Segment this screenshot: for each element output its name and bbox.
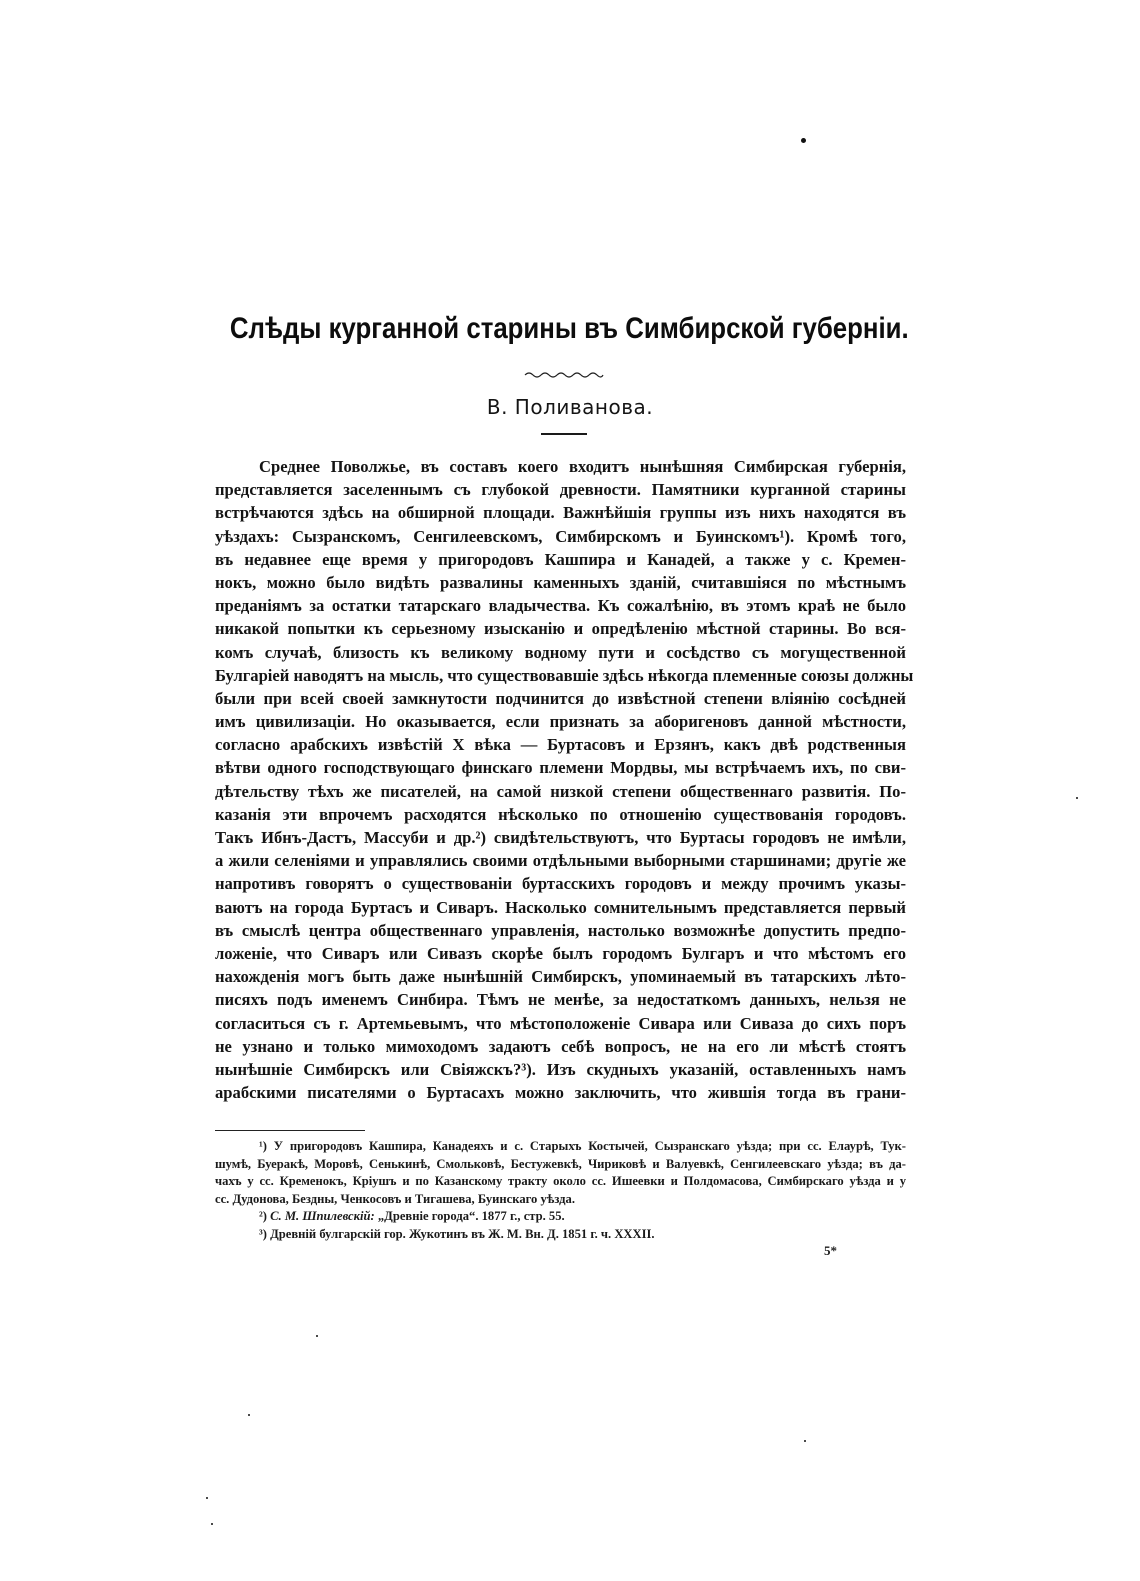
body-line: согласиться съ г. Артемьевымъ, что мѣстоположеніе Сивара или Сиваза до сихъ поръ (215, 1013, 906, 1033)
body-line: напротивъ говорятъ о существованіи буртасскихъ городовъ и между прочимъ указы- (215, 874, 906, 894)
body-line: въ смыслѣ центра общественнаго управленія, настолько возможнѣе допустить предпо- (215, 920, 906, 940)
body-line: казанія эти впрочемъ расходятся нѣсколько по отношенію существованія городовъ. (215, 804, 906, 824)
article-body (215, 455, 914, 1104)
body-line: не узнано и только мимоходомъ задаютъ себѣ вопросъ, не на его ли мѣстѣ стоятъ (215, 1036, 906, 1056)
body-line: Среднее Поволжье, въ составъ коего входитъ нынѣшняя Симбирская губернія, (259, 457, 906, 476)
scan-speck (211, 1523, 213, 1525)
body-line: согласно арабскихъ извѣстій X вѣка — Буртасовъ и Ерзянъ, какъ двѣ родственныя (215, 735, 906, 755)
body-line: арабскими писателями о Буртасахъ можно заключить, что жившія тогда въ грани- (215, 1083, 906, 1103)
article-title: Слѣды курганной старины въ Симбирской губерніи. (229, 312, 909, 345)
footnote-2 (215, 1208, 906, 1226)
body-line: нокъ, можно было видѣть развалины каменныхъ зданій, считавшіяся по мѣстнымъ (215, 572, 906, 592)
scan-speck (804, 1440, 806, 1442)
body-line: дѣтельству тѣхъ же писателей, на самой низкой степени общественнаго развитія. По- (215, 781, 906, 801)
footnote-2-text: „Древніе города“. 1877 г., стр. 55. (377, 1209, 565, 1224)
body-line: а жили селеніями и управлялись своими отдѣльными выборными старшинами; другіе же (215, 851, 906, 871)
body-line: встрѣчаются здѣсь на обширной площади. Важнѣйшія группы изъ нихъ находятся въ (215, 503, 906, 523)
body-line: вѣтви одного господствующаго финскаго племени Мордвы, мы встрѣчаемъ ихъ, по сви- (215, 758, 906, 778)
body-line: въ недавнее еще время у пригородовъ Кашпира и Канадей, а также у с. Кремен- (215, 549, 906, 569)
page-number: 5* (824, 1243, 837, 1258)
body-line: Такъ Ибнъ-Дастъ, Массуби и др.²) свидѣтельствуютъ, что Буртасы городовъ не имѣли, (215, 828, 906, 847)
footnote-2-author: С. М. Шпилевскій: (270, 1209, 375, 1224)
body-line: имъ цивилизаціи. Но оказывается, если признать за аборигеновъ данной мѣстности, (215, 712, 906, 732)
footnote-line: чахъ у сс. Кременокъ, Кріушъ и по Казанскому тракту около сс. Ишеевки и Полдомасова, Симбирскаго уѣзда и у (215, 1174, 906, 1189)
body-line: писяхъ подъ именемъ Синбира. Тѣмъ не менѣе, за недостаткомъ данныхъ, нельзя не (215, 990, 906, 1010)
body-line: преданіямъ за остатки татарскаго владычества. Къ сожалѣнію, въ этомъ краѣ не было (215, 596, 906, 616)
body-line: нынѣшніе Симбирскъ или Свіяжскъ?³). Изъ скудныхъ указаній, оставленныхъ намъ (215, 1059, 906, 1079)
footnote-3: ³) Древній булгарскій гор. Жукотинъ въ Ж. М. Вн. Д. 1851 г. ч. XXXII. (259, 1226, 655, 1241)
title-ornament (523, 370, 605, 380)
footnote-line: ¹) У пригородовъ Кашпира, Канадеяхъ и с. Старыхъ Костычей, Сызранскаго уѣзда; при сс. Елаурѣ, Тук- (259, 1139, 906, 1153)
body-line: нахожденія могъ быть даже нынѣшній Симбирскъ, упоминаемый въ татарскихъ лѣто- (215, 967, 906, 987)
scan-speck (316, 1335, 318, 1337)
footnote-2-mark: ²) (259, 1209, 267, 1224)
body-line: были при всей своей замкнутости подчинится до извѣстной степени вліянію сосѣдней (215, 688, 906, 708)
footnote-line: шумѣ, Буеракѣ, Моровѣ, Сенькинѣ, Смольковѣ, Бестужевкѣ, Чириковѣ и Валуевкѣ, Сенгилеевскаго уѣзда; въ да- (215, 1156, 906, 1171)
footnote-rule (215, 1130, 365, 1131)
body-line: ложеніе, что Сиваръ или Сивазъ скорѣе былъ городомъ Булгаръ и что мѣстомъ его (215, 943, 906, 963)
body-line: комъ случаѣ, близость къ великому водному пути и сосѣдство съ могущественной (215, 642, 906, 662)
footnote-line: сс. Дудонова, Бездны, Ченкосовъ и Тигашева, Буинскаго уѣзда. (215, 1191, 575, 1206)
body-line: Булгаріей наводятъ на мысль, что существовавшіе здѣсь нѣкогда племенные союзы должны (215, 665, 914, 685)
body-line: ваютъ на города Буртасъ и Сиваръ. Насколько сомнительнымъ представляется первый (215, 897, 906, 917)
article-author: В. Поливанова. (486, 395, 654, 419)
author-rule (541, 433, 587, 435)
body-line: представляется заселеннымъ съ глубокой древности. Памятники курганной старины (215, 480, 906, 500)
scan-speck (801, 138, 806, 143)
scan-speck (248, 1414, 250, 1416)
body-line: уѣздахъ: Сызранскомъ, Сенгилеевскомъ, Симбирскомъ и Буинскомъ¹). Кромѣ того, (215, 526, 906, 546)
scan-speck (206, 1497, 208, 1499)
scan-speck (1076, 797, 1078, 799)
footnotes (215, 1138, 906, 1244)
body-line: никакой попытки къ серьезному изысканію и опредѣленію мѣстной старины. Во вся- (215, 619, 906, 639)
